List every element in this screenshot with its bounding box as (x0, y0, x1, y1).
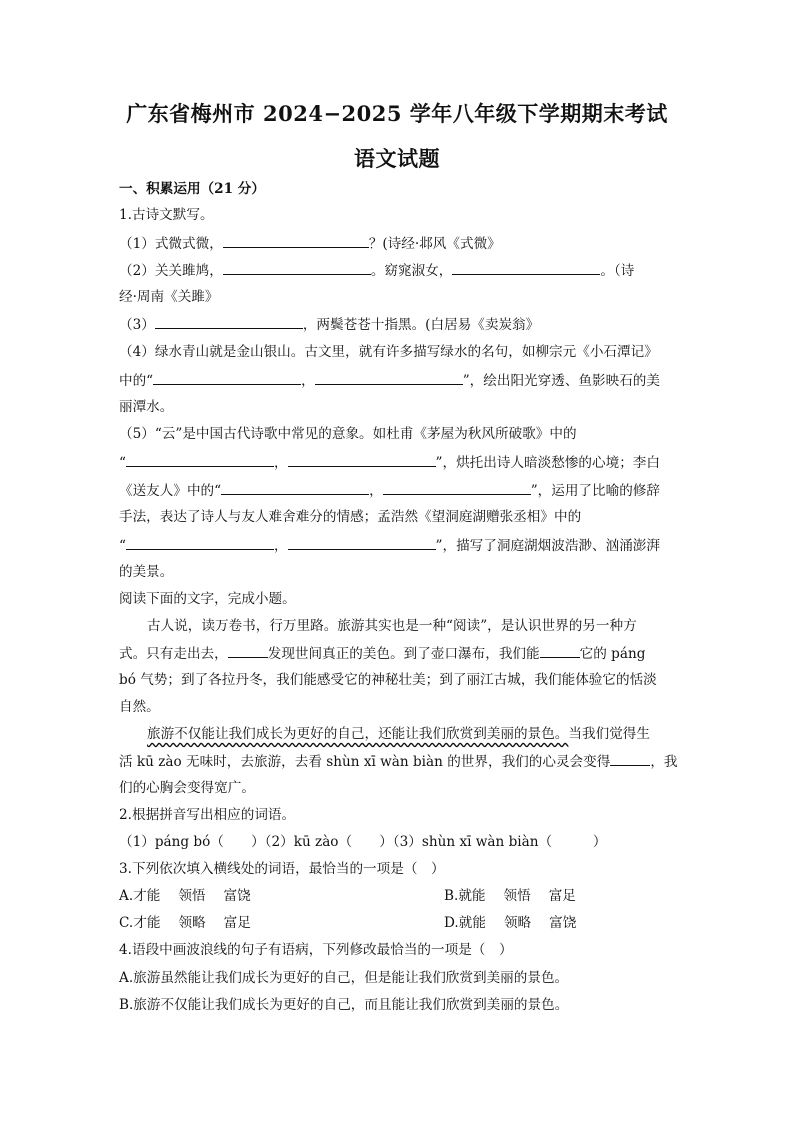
option-word: 才能 (133, 915, 161, 931)
q1-part4-text-b: 中的“ (119, 373, 154, 389)
option-word: 领略 (503, 915, 532, 931)
option-word: 富足 (548, 888, 576, 904)
passage-text: 当我们觉得生 (568, 726, 650, 742)
passage-text: 发现世间真正的美色。到了壶口瀑布，我们能 (267, 646, 540, 662)
answer-blank[interactable] (540, 644, 580, 658)
q1-part3-text-a: （3） (119, 317, 155, 333)
option-word: 领悟 (178, 888, 206, 904)
q1-stem: 1.古诗文默写。 (119, 207, 214, 223)
answer-blank[interactable] (315, 371, 463, 385)
option-word: 就能 (458, 915, 486, 931)
exam-title: 广东省梅州市 2024−2025 学年八年级下学期期末考试 (126, 101, 668, 126)
option-letter: A. (119, 888, 134, 904)
answer-blank[interactable] (452, 261, 600, 275)
q1-part5-text-d: ”，烘托出诗人暗淡愁惨的心境；李白 (435, 455, 660, 471)
q1-part4-text-c: ， (301, 373, 315, 389)
q1-part5-line6: 的美景。 (119, 564, 174, 580)
q3-option-c[interactable] (119, 914, 251, 932)
option-word: 领悟 (503, 888, 531, 904)
passage-text: 活 kū zào 无味时，去旅游，去看 shùn xī wàn biàn 的世界，我们的心灵会变得 (119, 754, 611, 770)
q1-part2 (119, 261, 634, 280)
passage-para2-line1 (147, 725, 650, 743)
q1-part1 (119, 234, 501, 253)
q3-stem: 3.下列依次填入横线处的词语，最恰当的一项是（ ） (119, 861, 445, 877)
q1-part5-text-j: ， (273, 538, 288, 554)
wavy-underlined-sentence: 旅游不仅能让我们成长为更好的自己，还能让我们欣赏到美丽的景色。 (147, 726, 569, 742)
passage-text: 它的 páng (579, 646, 646, 662)
option-word: 才能 (133, 888, 161, 904)
answer-blank[interactable] (223, 234, 369, 248)
q1-part1-text-b: ？(诗经·邶风《式微》 (368, 236, 501, 252)
answer-blank[interactable] (223, 261, 371, 275)
answer-blank[interactable] (126, 453, 274, 467)
q1-part2-text-b: 。窈窕淑女， (370, 263, 453, 279)
passage-text: ，我 (650, 754, 678, 770)
passage-para1-line1: 古人说，读万卷书，行万里路。旅游其实也是一种“阅读”，是认识世界的另一种方 (147, 618, 637, 634)
exam-subtitle: 语文试题 (354, 146, 440, 171)
q1-part5-text-k: ”，描写了洞庭湖烟波浩渺、汹涌澎湃 (435, 538, 660, 554)
q4-stem: 4.语段中画波浪线的句子有语病，下列修改最恰当的一项是（ ） (119, 942, 513, 958)
option-word: 就能 (458, 888, 486, 904)
option-word: 富饶 (223, 888, 251, 904)
q1-part3 (119, 315, 539, 334)
option-word: 领略 (178, 915, 206, 931)
q1-part2-cont: 经·周南《关雎》 (119, 289, 219, 305)
q1-part2-text-a: （2）关关雎鸠， (119, 263, 223, 279)
passage-para2-line3: 们的心胸会变得宽广。 (119, 780, 255, 796)
answer-blank[interactable] (288, 453, 436, 467)
q4-option-b[interactable]: B.旅游不仅能让我们成长为更好的自己，而且能让我们欣赏到美丽的景色。 (119, 997, 569, 1013)
q1-part5-line5 (119, 536, 660, 555)
option-letter: C. (119, 915, 134, 931)
q1-part5-text-i: “ (119, 538, 126, 554)
q3-option-b[interactable] (444, 887, 576, 905)
option-letter: B. (444, 888, 459, 904)
q1-part4-line3: 丽潭水。 (119, 399, 174, 415)
answer-blank[interactable] (155, 315, 303, 329)
answer-blank[interactable] (288, 536, 436, 550)
passage-para1-line3: bó 气势；到了各拉丹冬，我们能感受它的神秘壮美；到了丽江古城，我们能体验它的恬淡 (119, 672, 657, 688)
q4-option-a[interactable]: A.旅游虽然能让我们成长为更好的自己，但是能让我们欣赏到美丽的景色。 (119, 970, 569, 986)
answer-blank[interactable] (221, 481, 369, 495)
passage-para1-line2 (119, 644, 645, 663)
q1-part5-line3 (119, 481, 660, 500)
q1-part5-text-e: 《送友人》中的“ (119, 483, 222, 499)
q1-part4-line1: （4）绿水青山就是金山银山。古文里，就有许多描写绿水的名句，如柳宗元《小石潭记》 (119, 344, 658, 360)
q1-part5-text-f: ， (369, 483, 383, 499)
answer-blank[interactable] (610, 752, 650, 766)
q1-part5-text-g: ”，运用了比喻的修辞 (530, 483, 660, 499)
passage-para1-line4: 自然。 (119, 699, 160, 715)
option-letter: D. (444, 915, 459, 931)
q1-part4-text-d: ”，绘出阳光穿透、鱼影映石的美 (462, 373, 660, 389)
answer-blank[interactable] (228, 644, 268, 658)
answer-blank[interactable] (383, 481, 531, 495)
q1-part5-text-c: ， (273, 455, 288, 471)
option-word: 富足 (223, 915, 251, 931)
reading-intro: 阅读下面的文字，完成小题。 (119, 591, 296, 607)
q3-option-a[interactable] (119, 887, 251, 905)
answer-blank[interactable] (126, 536, 274, 550)
q2-pinyin-line: （1）páng bó（ ）（2）kū zào（ ）（3）shùn xī wàn biàn（ ） (119, 834, 607, 850)
q3-option-d[interactable] (444, 914, 576, 932)
q1-part5-line1: （5）“云”是中国古代诗歌中常见的意象。如杜甫《茅屋为秋风所破歌》中的 (119, 426, 577, 442)
passage-para2-line2 (119, 752, 678, 771)
q1-part1-text-a: （1）式微式微， (119, 236, 223, 252)
q1-part5-text-b: “ (119, 455, 126, 471)
q2-stem: 2.根据拼音写出相应的词语。 (119, 807, 296, 823)
option-word: 富饶 (549, 915, 577, 931)
q1-part3-text-b: ，两鬓苍苍十指黑。(白居易《卖炭翁》 (302, 317, 540, 333)
passage-text: 式。只有走出去， (119, 646, 228, 662)
q1-part5-line2 (119, 453, 660, 472)
q1-part4-line2 (119, 371, 660, 390)
q1-part2-text-c: 。（诗 (600, 263, 635, 279)
answer-blank[interactable] (153, 371, 301, 385)
section-heading: 一、积累运用（21 分） (119, 181, 265, 197)
q1-part5-line4: 手法，表达了诗人与友人难舍难分的情感；孟浩然《望洞庭湖赠张丞相》中的 (119, 509, 582, 525)
